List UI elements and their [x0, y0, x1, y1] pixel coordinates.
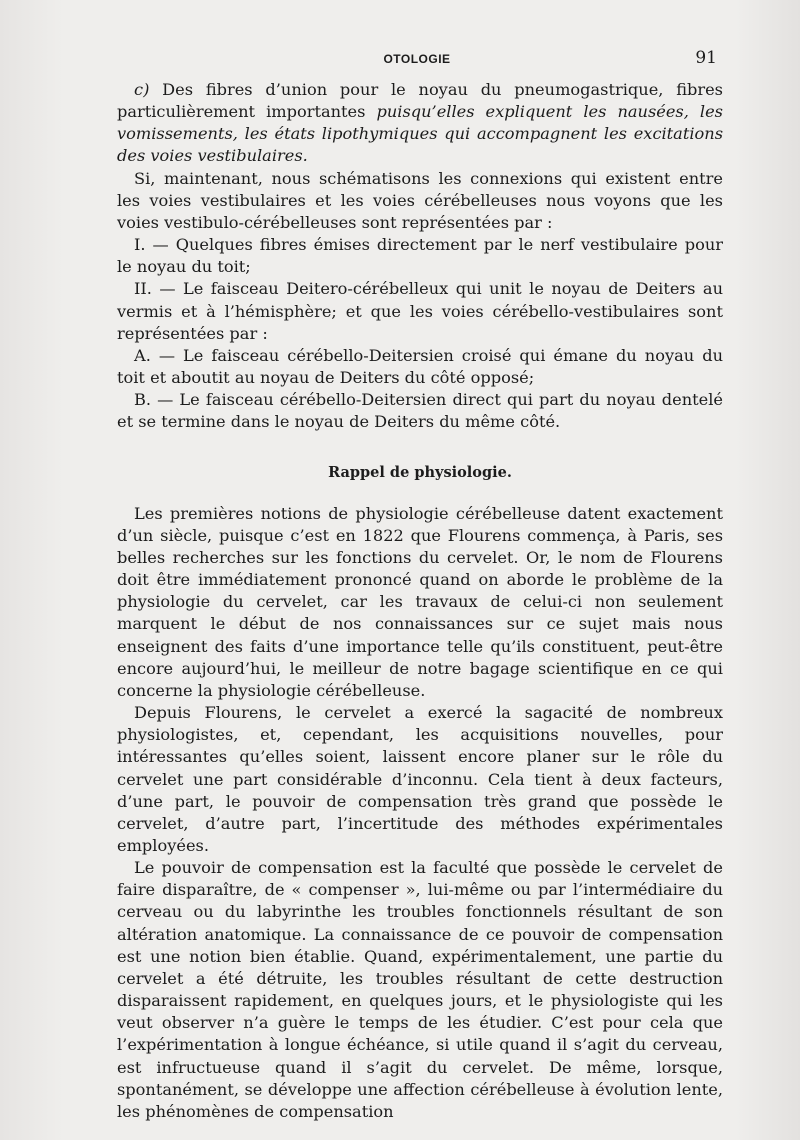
list-item-II: II. — Le faisceau Deitero-cérébelleux qui unit le noyau de Deiters au vermis et à l’hémisphère; et que les voies cérébello-vestibulaires sont représentées par :: [117, 279, 723, 343]
page-number: 91: [695, 48, 717, 68]
paragraph-label: c): [134, 80, 150, 99]
paragraph-schema: Si, maintenant, nous schématisons les connexions qui existent entre les voies vestibulaires et les voies cérébelleuses nous voyons que les voies vestibulo-cérébelleuses sont représentées par :: [117, 168, 723, 232]
paragraph-c: [117, 79, 723, 168]
list-item-A: A. — Le faisceau cérébello-Deitersien croisé qui émane du noyau du toit et aboutit au noyau de Deiters du côté opposé;: [117, 345, 723, 388]
paragraph-flourens: Les premières notions de physiologie cérébelleuse datent exactement d’un siècle, puisque c’est en 1822 que Flourens commença, à Paris, ses belles recherches sur les fonctions du cervelet. Or, le nom de Flourens doit être immédiatement prononcé quand on aborde le problème de la physiologie du cervelet, car les travaux de celui-ci non seulement marquent le début de nos connaissances sur ce sujet mais nous enseignent des faits d’une importance telle qu’ils constituent, peut-être encore aujourd’hui, le meilleur de notre bagage scientifique en ce qui concerne la physiologie cérébelleuse.: [117, 503, 723, 700]
list-item-I: I. — Quelques fibres émises directement par le nerf vestibulaire pour le noyau du toit;: [117, 235, 723, 277]
paragraph-compensation: Le pouvoir de compensation est la faculté que possède le cervelet de faire disparaître, de « compenser », lui-même ou par l’intermédiaire du cerveau ou du labyrinthe les troubles fonctionnels résultant de son altération anatomique. La connaissance de ce pouvoir de compensation est une notion bien établie. Quand, expérimentalement, une partie du cervelet a été détruite, les troubles résultant de cette destruction disparaissent rapidement, en quelques jours, et le physiologiste qui les veut observer n’a guère le temps de les étudier. C’est pour cela que l’expérimentation à longue échéance, si utile quand il s’agit du cerveau, est infructueuse quand il s’agit du cervelet. De même, lorsque, spontanément, se développe une affection cérébelleuse à évolution lente, les phénomènes de compensation: [117, 858, 723, 1121]
section-title: OTOLOGIE: [383, 52, 451, 66]
body-text: [117, 79, 723, 1123]
paragraph-text: Des fibres d’union pour le noyau du pneumogastrique, fibres particulièrement importantes: [117, 80, 723, 122]
running-head: [117, 48, 717, 72]
paragraph-depuis: Depuis Flourens, le cervelet a exercé la sagacité de nombreux physiologistes, et, cependant, les acquisitions nouvelles, pour intéressantes qu’elles soient, laissent encore planer sur le rôle du cervelet une part considérable d’inconnu. Cela tient à deux facteurs, d’une part, le pouvoir de compensation très grand que possède le cervelet, d’autre part, l’incertitude des méthodes expérimentales employées.: [117, 703, 723, 855]
section-heading: Rappel de physiologie.: [328, 463, 512, 481]
list-item-B: B. — Le faisceau cérébello-Deitersien direct qui part du noyau dentelé et se termine dans le noyau de Deiters du même côté.: [117, 390, 723, 432]
italic-passage: puisqu’elles expliquent les nausées, les vomissements, les états lipothymiques qui accompagnent les excitations des voies vestibulaires.: [117, 102, 723, 166]
